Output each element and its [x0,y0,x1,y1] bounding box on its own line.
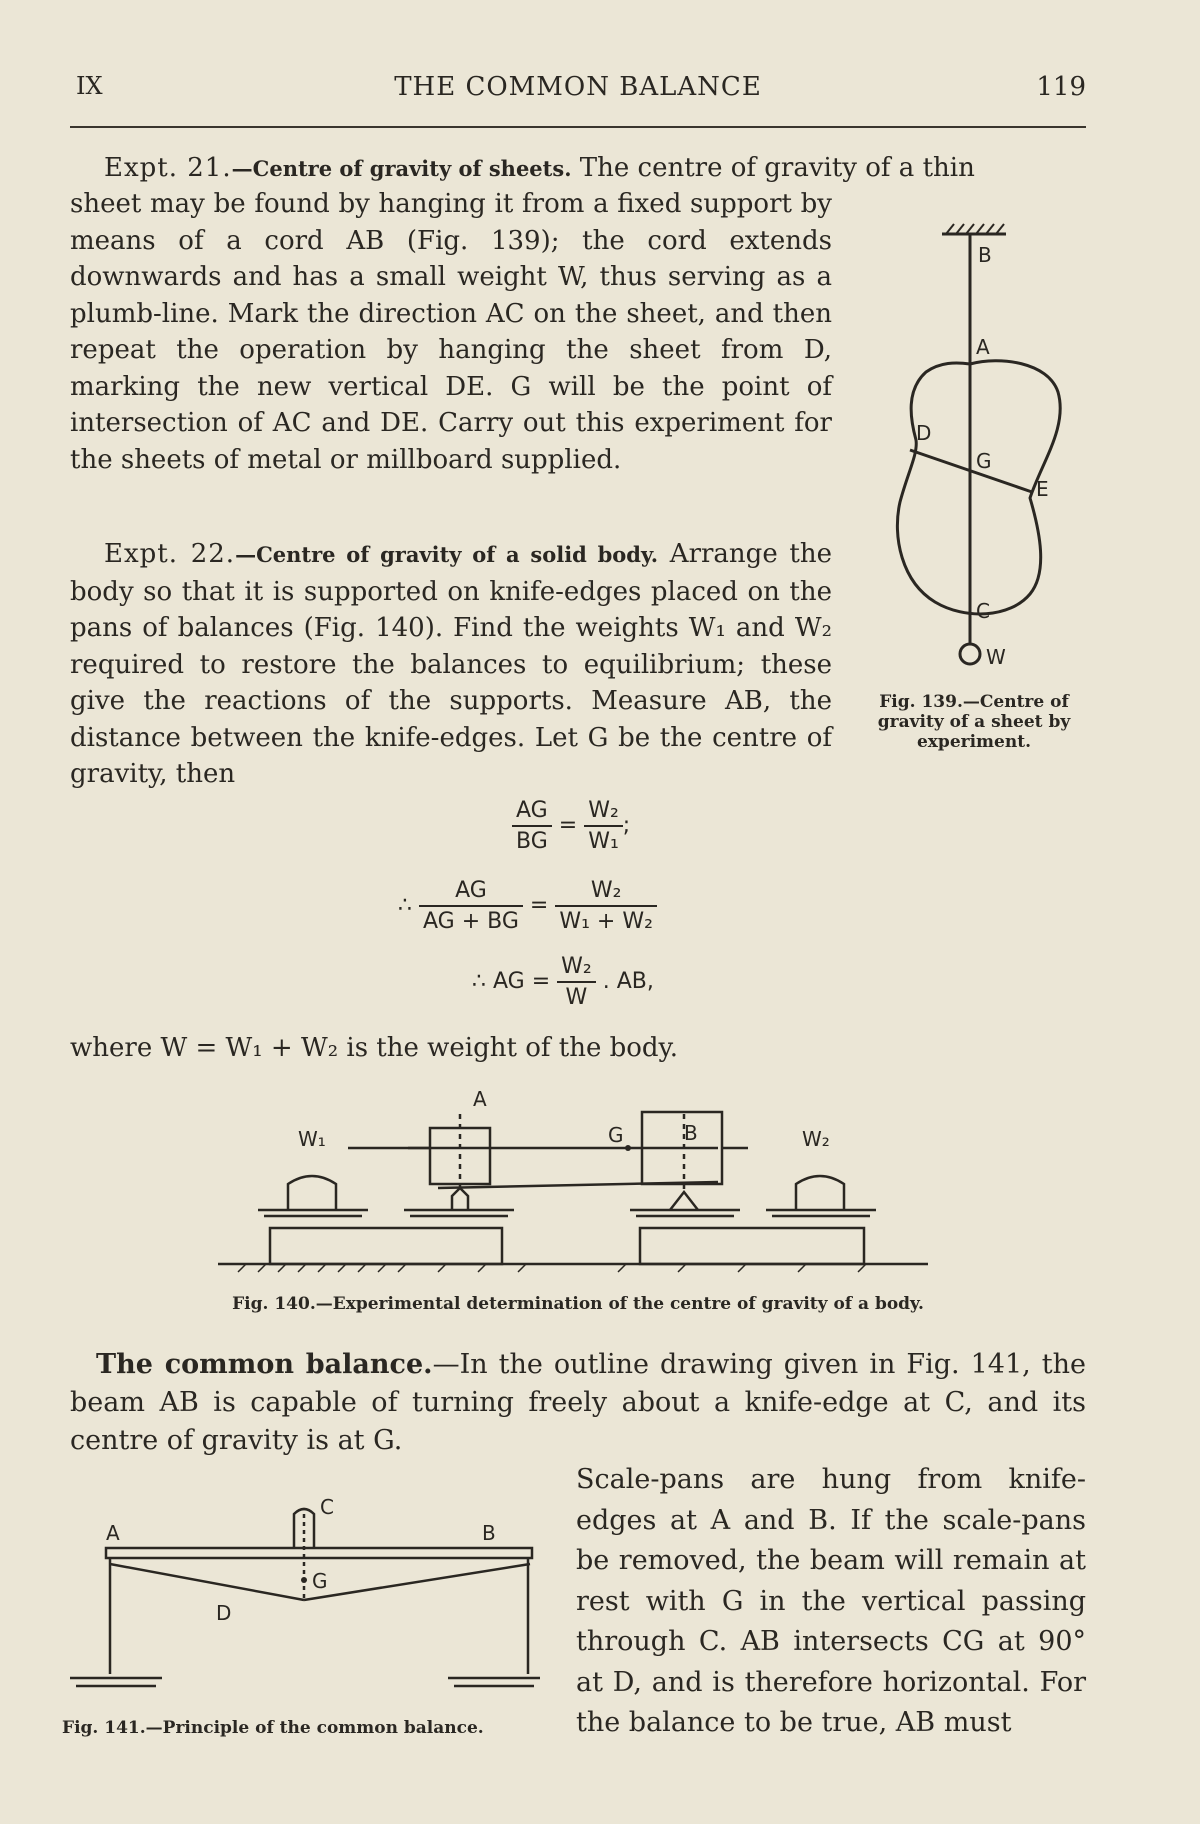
eq1-rhs-denominator: W₁ [588,829,619,854]
fig139-label-c: C [976,599,990,623]
fig141-label-b: B [482,1521,496,1545]
expt21-first-text: The centre of gravity of a thin [579,153,975,183]
common-balance-side-text: Scale-pans are hung from knife-edges at A and B. If the scale-pans be removed, the beam will remain at rest with G in the vertical passing through C. AB intersects CG at 90° at D, and is therefore horizontal. For the balance to be true, AB must [576,1464,1086,1738]
fig140-label-g: G [608,1123,624,1147]
eq1-rhs-numerator: W₂ [584,798,623,827]
fig140-label-w1: W₁ [298,1127,326,1151]
fig140-label-b: B [684,1121,698,1145]
expt21-heading: —Centre of gravity of sheets. [231,156,572,181]
fig139-diagram [870,222,1090,682]
fig139-label-g: G [976,449,992,473]
fig139-label-a: A [976,335,990,359]
expt21-body: sheet may be found by hanging it from a fixed support by means of a cord AB (Fig. 139); the cord extends downwards and has a small weight W, thus serving as a plumb-line. Mark the direction AC on the sheet, and then repeat the operation by hanging the sheet from D, marking the new vertical DE. G will be the point of intersection of AC and DE. Carry out this experiment for the sheets of metal or millboard supplied. [70,189,832,475]
common-balance-intro [70,1346,1086,1460]
expt22-text: Arrange the body so that it is supported on knife-edges placed on the pans of balances (Fig. 140). Find the weights W₁ and W₂ required to restore the balances to equilibrium; these give the reactions of the supports. Measure AB, the distance between the knife-edges. Let G be the centre of gravity, then [70,539,832,789]
eq1-denominator: BG [516,829,548,854]
fig140-label-w2: W₂ [802,1127,830,1151]
common-balance-heading: The common balance. [96,1349,433,1380]
eq2-rhs-numerator: W₂ [555,878,657,907]
fig139-caption: Fig. 139.—Centre of gravity of a sheet by experiment. [877,692,1071,752]
chapter-number: IX [76,72,103,100]
where-line: where W = W₁ + W₂ is the weight of the body. [70,1033,679,1063]
fig141-label-d: D [216,1601,232,1625]
fig140-diagram [218,1084,938,1284]
expt21-first-line [70,150,1086,188]
eq2-prefix: ∴ [398,893,412,918]
page-number: 119 [1036,72,1086,102]
centre-of-gravity-g [301,1577,307,1583]
eq3-prefix: ∴ AG = [472,969,551,994]
common-balance-first-lines: —In the outline drawing given in Fig. 141, the beam AB is capable of turning freely about a knife-edge at C, and its centre of gravity is at G. [70,1349,1086,1456]
equation-3 [472,954,654,1010]
page-title: THE COMMON BALANCE [394,72,762,102]
fig141-caption: Fig. 141.—Principle of the common balance. [62,1718,484,1738]
fig141-label-a: A [106,1521,120,1545]
fig139-label-d: D [916,421,932,445]
line-ad [110,1564,304,1600]
weight-w2 [796,1176,844,1210]
fig141-label-c: C [320,1495,334,1519]
eq3-denominator: W [565,985,588,1010]
line-db [304,1564,530,1600]
right-balance-base [640,1228,864,1264]
fig139-label-w: W [986,645,1006,669]
fig139-label-b: B [978,243,992,267]
expt22-heading: —Centre of gravity of a solid body. [235,542,659,567]
beam-ab [106,1548,532,1558]
header-rule [70,126,1086,128]
eq3-numerator: W₂ [557,954,596,983]
fig140-label-a: A [473,1087,487,1111]
eq1-numerator: AG [512,798,552,827]
fig141-label-g: G [312,1569,328,1593]
eq2-denominator: AG + BG [423,909,519,934]
left-knife-edge-support [452,1188,468,1210]
expt22-body [70,536,832,793]
expt22-number: Expt. 22. [104,539,236,569]
fig141-diagram [70,1488,560,1708]
centre-of-gravity-point [625,1145,631,1151]
expt21-number: Expt. 21. [104,153,232,183]
equation-2: ∴ $\frac{AG}{AG + BG}$ = $\frac{\text{W₂}}{\text{W₁ + W₂}}$ [398,878,657,934]
running-header [70,72,1086,108]
eq2-rhs-denominator: W₁ + W₂ [559,909,653,934]
fig139-label-e: E [1036,477,1049,501]
equation-1: $\frac{AG}{BG}$ = $\frac{\text{W₂}}{\text{W₁}}$ ; [512,798,630,854]
weight-w1 [288,1176,336,1210]
eq2-numerator: AG [419,878,523,907]
left-balance-base [270,1228,502,1264]
fig140-caption: Fig. 140.—Experimental determination of the centre of gravity of a body. [232,1294,924,1314]
eq3-suffix: . AB, [602,969,654,994]
plumb-weight [960,644,980,664]
right-knife-edge-support [670,1192,698,1210]
